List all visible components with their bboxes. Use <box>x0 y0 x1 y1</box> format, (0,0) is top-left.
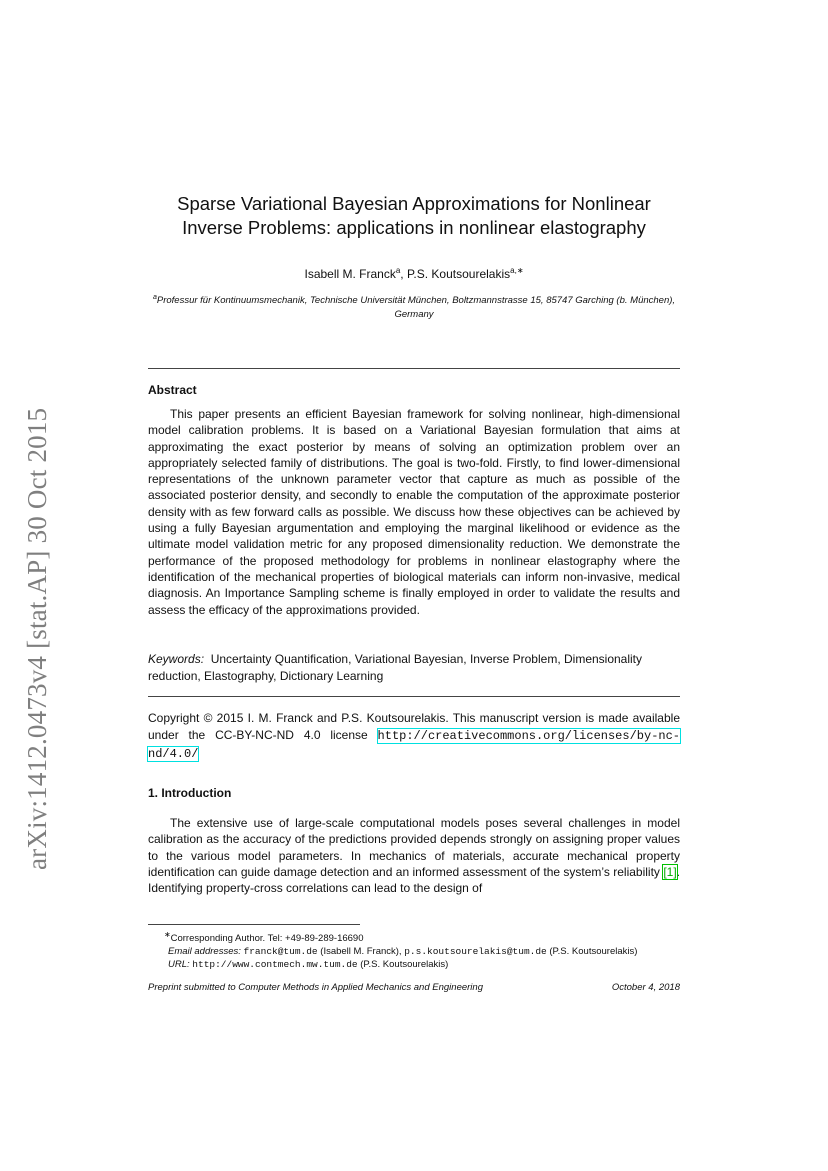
author-franck: Isabell M. Franck <box>304 267 396 281</box>
arxiv-stamp: arXiv:1412.0473v4 [stat.AP] 30 Oct 2015 <box>22 407 52 870</box>
author-franck-affil-mark: a <box>395 266 401 275</box>
intro-text-1: The extensive use of large-scale computational models poses several challenges in model calibration as the accuracy of the predictions provided depends strongly on assigning proper values to the various model parameters. In mechanics of materials, accurate mechanical property identification can guide damage detection and an informed assessment of the system’s reliability <box>148 816 680 879</box>
url-name: (P.S. Koutsourelakis) <box>357 959 449 971</box>
copyright-text: Copyright © 2015 I. M. Franck and P.S. Koutsourelakis. This manuscript version is made available under the CC-BY-NC-ND 4.0 license <box>148 711 680 742</box>
url-label: URL: <box>168 959 190 971</box>
author-list <box>148 263 680 282</box>
introduction-heading: 1. Introduction <box>148 786 232 800</box>
citation-link[interactable]: [1] <box>663 864 677 879</box>
preprint-footer <box>148 982 680 993</box>
keywords <box>148 651 680 684</box>
email-franck[interactable]: franck@tum.de <box>243 946 318 958</box>
copyright-notice <box>148 710 680 763</box>
footnote-url <box>148 958 680 971</box>
affiliation-mark: a <box>152 294 157 301</box>
introduction-body <box>148 815 680 896</box>
author-separator: , <box>400 267 407 281</box>
footnote-corresponding <box>148 928 680 945</box>
corresponding-text: Corresponding Author. Tel: +49-89-289-16690 <box>170 933 364 945</box>
intro-text-2: . Identifying property-cross correlations can lead to the design of <box>148 864 680 896</box>
divider-bottom <box>148 696 680 697</box>
affiliation <box>148 291 680 322</box>
paper-title <box>148 192 680 240</box>
license-link[interactable]: http://creativecommons.org/licenses/by-nc-nd/4.0/ <box>148 729 680 761</box>
title-line-1: Sparse Variational Bayesian Approximations for Nonlinear <box>177 193 651 214</box>
email-label: Email addresses: <box>168 946 241 958</box>
email-koutsourelakis-name: (P.S. Koutsourelakis) <box>546 946 638 958</box>
affiliation-text: Professur für Kontinuumsmechanik, Technische Universität München, Boltzmannstrasse 15, 85747 Garching (b. München), Germany <box>156 295 676 321</box>
footnotes <box>148 928 680 971</box>
email-franck-name: (Isabell M. Franck), <box>317 946 405 958</box>
url-link[interactable]: http://www.contmech.mw.tum.de <box>192 959 358 971</box>
title-line-2: Inverse Problems: applications in nonlinear elastography <box>182 217 646 238</box>
abstract-heading: Abstract <box>148 383 197 397</box>
author-koutsourelakis: P.S. Koutsourelakis <box>406 267 511 281</box>
journal-note: Preprint submitted to Computer Methods in Applied Mechanics and Engineering <box>148 982 483 993</box>
divider-top <box>148 368 680 369</box>
author-koutsourelakis-affil-mark: a,∗ <box>510 266 524 275</box>
footnote-mark: ∗ <box>164 930 171 939</box>
keywords-label: Keywords: <box>148 652 205 666</box>
footnote-divider <box>148 924 360 925</box>
email-koutsourelakis[interactable]: p.s.koutsourelakis@tum.de <box>404 946 547 958</box>
abstract-body: This paper presents an efficient Bayesian framework for solving nonlinear, high-dimensional model calibration problems. It is based on a Variational Bayesian formulation that aims at approximating the exact posterior by means of solving an optimization problem over an appropriately selected family of distributions. The goal is two-fold. Firstly, to find lower-dimensional representations of the unknown parameter vector that capture as much as possible of the associated posterior density, and secondly to enable the computation of the approximate posterior density with as few forward calls as possible. We discuss how these objectives can be achieved by using a fully Bayesian argumentation and employing the marginal likelihood or evidence as the ultimate model validation metric for any proposed dimensionality reduction. We demonstrate the performance of the proposed methodology for problems in nonlinear elastography where the identification of the mechanical properties of biological materials can inform non-invasive, medical diagnosis. An Importance Sampling scheme is finally employed in order to validate the results and assess the efficacy of the approximations provided. <box>148 407 680 617</box>
footnote-emails <box>148 945 680 958</box>
keywords-text: Uncertainty Quantification, Variational Bayesian, Inverse Problem, Dimensionality reduction, Elastography, Dictionary Learning <box>148 652 643 683</box>
preprint-date: October 4, 2018 <box>611 982 680 993</box>
